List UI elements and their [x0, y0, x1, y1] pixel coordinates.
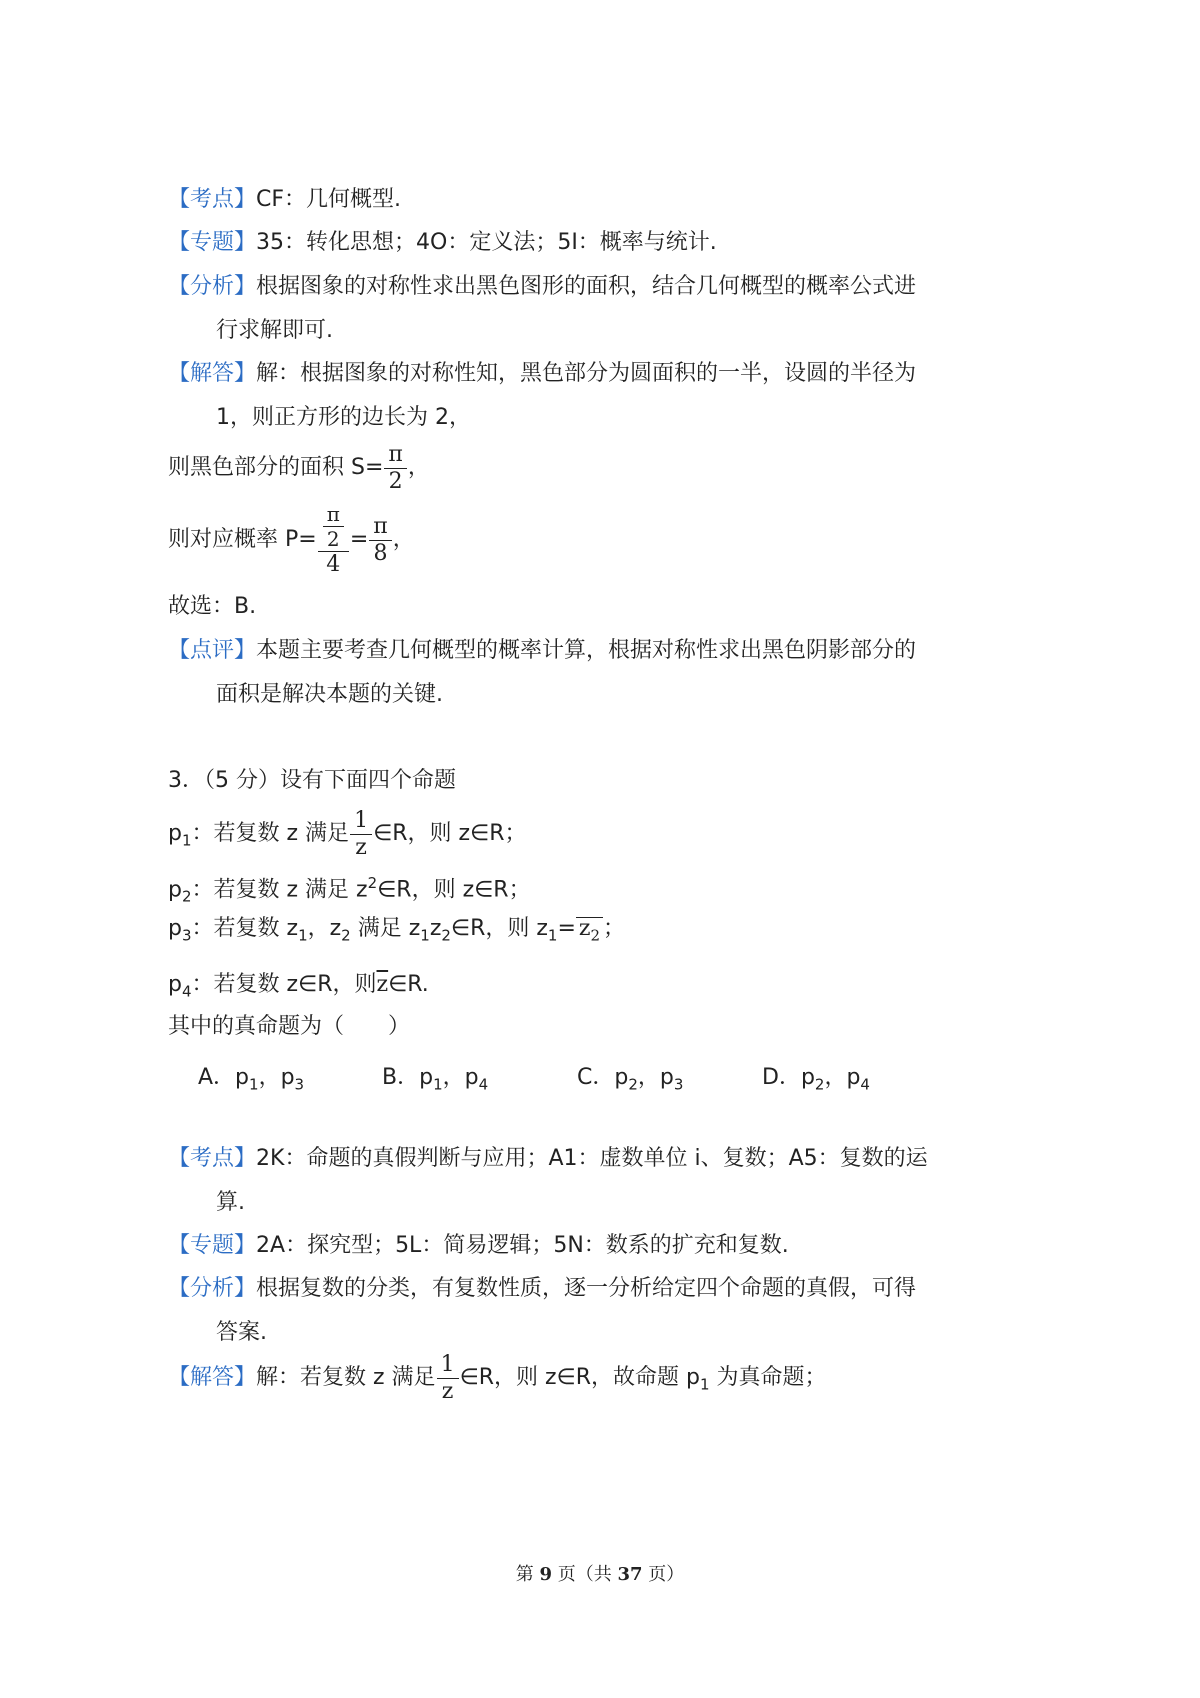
kaodian-line-2 [168, 1144, 928, 1174]
jieda-text: 解：根据图象的对称性知，黑色部分为圆面积的一半，设圆的半径为 [256, 361, 917, 386]
jieda-tag: 【解答】 [168, 361, 257, 386]
kaodian-text: CF：几何概型. [256, 187, 402, 212]
footer-prefix: 第 [515, 1564, 540, 1585]
fraction-numerator: 1 [437, 1353, 459, 1379]
p3-text-g: ； [603, 916, 626, 941]
jieda-sub: 1 [699, 1375, 710, 1394]
choice-d[interactable] [762, 1060, 870, 1093]
area-prefix: 则黑色部分的面积 S= [168, 455, 384, 480]
conjugate-sub: 2 [590, 926, 601, 945]
choice-b[interactable] [382, 1060, 488, 1093]
fraction-denominator: 8 [373, 540, 388, 566]
footer-suffix: 页） [642, 1564, 685, 1585]
p3-text-e: ∈R，则 z [450, 916, 548, 941]
conjugate-z: $\overline{z}$ [376, 972, 389, 997]
kaodian-line-1 [168, 185, 401, 215]
fraction-pi-over-2 [384, 443, 406, 494]
inner-numerator: π [323, 503, 344, 527]
fraction-1-over-z [437, 1353, 459, 1404]
dianping-line-cont: 面积是解决本题的关键. [216, 682, 443, 707]
p3-text-b: ，z [307, 916, 342, 941]
compound-denominator: 4 [326, 552, 341, 577]
fraction-denominator: z [441, 1378, 454, 1404]
answer-line: 故选：B. [168, 594, 257, 619]
conjugate-z2 [576, 917, 603, 946]
jieda-text-2a: 解：若复数 z 满足 [256, 1365, 436, 1390]
choice-c-sub1: 2 [628, 1075, 638, 1094]
dianping-tag: 【点评】 [168, 638, 257, 663]
p3-sub: 3 [181, 926, 192, 945]
fraction-numerator: π [369, 515, 391, 541]
proposition-p4 [168, 970, 429, 1006]
conjugate-base: z [578, 916, 591, 941]
fenxi-tag: 【分析】 [168, 274, 257, 299]
choice-a-mid: ，p [258, 1065, 295, 1090]
p3-text-a: ：若复数 z [191, 916, 299, 941]
fraction-1-over-z [350, 809, 372, 860]
p3-sub-1: 1 [298, 926, 308, 945]
p1-text-b: ∈R，则 z∈R； [373, 821, 527, 846]
choice-a-sub1: 1 [249, 1075, 259, 1094]
zhuanti-tag: 【专题】 [168, 230, 257, 255]
footer-mid: 页（共 [552, 1564, 618, 1585]
dianping-line-1 [168, 636, 916, 666]
zhuanti-tag-2: 【专题】 [168, 1233, 257, 1258]
inner-denominator: 2 [326, 527, 340, 551]
p1-label: p [168, 821, 182, 846]
dianping-text: 本题主要考查几何概型的概率计算，根据对称性求出黑色阴影部分的 [256, 638, 917, 663]
fraction-numerator: 1 [350, 809, 372, 835]
p2-text-b: ∈R，则 z∈R； [377, 877, 531, 903]
p3-sub-5: 1 [547, 926, 558, 945]
question-ask: 其中的真命题为（ ） [168, 1014, 411, 1039]
jieda-line-1 [168, 359, 916, 389]
choice-a[interactable] [198, 1060, 304, 1093]
kaodian-tag: 【考点】 [168, 187, 257, 212]
page-number: 9 [539, 1564, 552, 1585]
inner-fraction [323, 503, 344, 550]
fraction-denominator: z [355, 834, 367, 860]
jieda-text-2c: 为真命题； [709, 1365, 827, 1390]
choice-d-label: D．p [762, 1065, 815, 1090]
prob-suffix: ， [392, 527, 415, 552]
choice-b-sub1: 1 [433, 1075, 443, 1094]
p2-sub: 2 [181, 887, 192, 906]
kaodian-text-2: 2K：命题的真假判断与应用；A1：虚数单位 i、复数；A5：复数的运 [256, 1146, 928, 1171]
page-footer [0, 1560, 1200, 1586]
p3-sub-4: 2 [441, 926, 451, 945]
prob-prefix: 则对应概率 P= [168, 527, 317, 552]
p3-text-f: = [557, 916, 576, 941]
p1-text-a: ：若复数 z 满足 [191, 821, 350, 846]
choice-c-label: C．p [577, 1065, 629, 1090]
area-suffix: ， [407, 455, 430, 480]
kaodian-tag-2: 【考点】 [168, 1146, 257, 1171]
choice-a-label: A．p [198, 1065, 250, 1090]
fraction-pi-over-8 [369, 515, 391, 566]
compound-numerator [318, 503, 349, 552]
fenxi-text: 根据图象的对称性求出黑色图形的面积，结合几何概型的概率公式进 [256, 274, 917, 299]
p2-sup: 2 [367, 874, 378, 892]
proposition-p3 [168, 914, 625, 950]
zhuanti-text: 35：转化思想；4O：定义法；5I：概率与统计. [256, 230, 717, 255]
fenxi-text-2: 根据复数的分类，有复数性质，逐一分析给定四个命题的真假，可得 [256, 1276, 917, 1301]
choice-c[interactable] [577, 1060, 683, 1093]
p4-text-b: ∈R. [388, 972, 429, 997]
p3-text-c: 满足 z [350, 916, 421, 941]
p1-sub: 1 [181, 831, 192, 850]
prob-eq: = [349, 527, 369, 552]
zhuanti-line-2 [168, 1231, 789, 1261]
proposition-p1 [168, 808, 527, 866]
choice-b-label: B．p [382, 1065, 434, 1090]
compound-fraction [318, 503, 349, 577]
p2-text-a: ：若复数 z 满足 z [191, 877, 368, 903]
choice-d-sub1: 2 [814, 1075, 825, 1094]
fenxi-line-2-cont: 答案. [216, 1320, 267, 1345]
choice-c-mid: ，p [637, 1065, 674, 1090]
p2-label: p [168, 877, 182, 903]
fenxi-line-1 [168, 272, 916, 302]
fraction-numerator: π [384, 443, 406, 469]
probability-formula [168, 500, 415, 580]
jieda-tag-2: 【解答】 [168, 1365, 257, 1390]
choice-c-sub2: 3 [673, 1075, 684, 1094]
jieda-text-2b: ∈R，则 z∈R，故命题 p [459, 1365, 700, 1390]
p3-sub-2: 2 [341, 926, 351, 945]
area-formula [168, 442, 430, 494]
p3-label: p [168, 916, 182, 941]
p3-sub-3: 1 [420, 926, 430, 945]
fenxi-line-1-cont: 行求解即可. [216, 318, 333, 343]
fraction-denominator: 2 [388, 468, 403, 494]
jieda-line-2 [168, 1352, 827, 1410]
choice-d-mid: ，p [824, 1065, 861, 1090]
kaodian-line-2-cont: 算. [216, 1190, 245, 1215]
p4-sub: 4 [181, 982, 192, 1001]
p4-label: p [168, 972, 182, 997]
choice-b-mid: ，p [442, 1065, 479, 1090]
choice-a-sub2: 3 [294, 1075, 305, 1094]
question-3-stem: 3．（5 分）设有下面四个命题 [168, 768, 456, 793]
zhuanti-text-2: 2A：探究型；5L：简易逻辑；5N：数系的扩充和复数. [256, 1233, 789, 1258]
p4-text-a: ：若复数 z∈R，则 [191, 972, 377, 997]
choice-b-sub2: 4 [478, 1075, 489, 1094]
fenxi-line-2 [168, 1274, 916, 1304]
fenxi-tag-2: 【分析】 [168, 1276, 257, 1301]
zhuanti-line-1 [168, 228, 717, 258]
choice-d-sub2: 4 [860, 1075, 870, 1094]
p3-text-d: z [429, 916, 442, 941]
proposition-p2 [168, 868, 531, 912]
page-total: 37 [617, 1564, 643, 1585]
jieda-line-1-cont: 1，则正方形的边长为 2， [216, 405, 471, 430]
